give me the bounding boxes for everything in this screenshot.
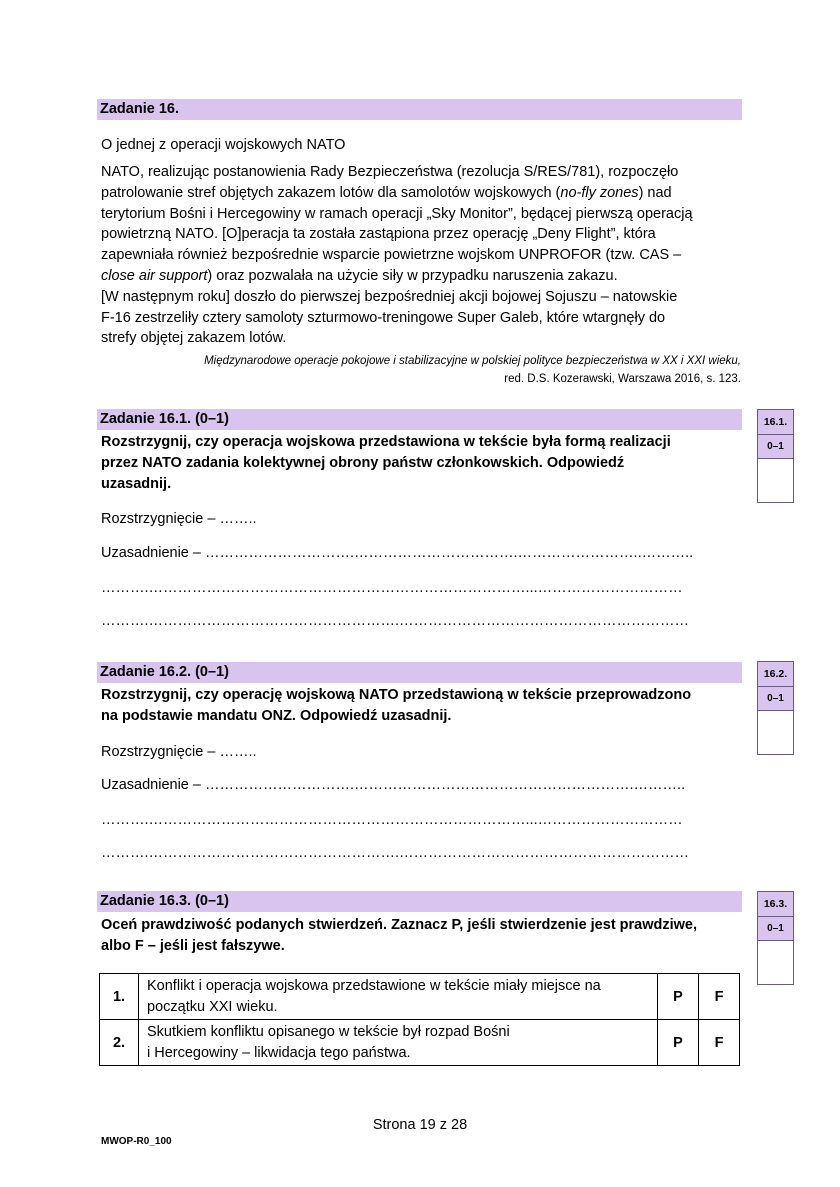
score-range: 0–1 [758,687,793,711]
task-16-2-instruction: Rozstrzygnij, czy operację wojskową NATO przedstawioną w tekście przeprowadzono na podstawie mandatu ONZ. Odpowiedź uzasadnij. [101,687,692,724]
source-text [101,162,741,349]
text-line: NATO, realizując postanowienia Rady Bezpieczeństwa (rezolucja S/RES/781), rozpoczęło [101,164,679,180]
exam-code: MWOP-R0_100 [101,1136,172,1147]
score-field[interactable] [758,459,793,502]
score-field[interactable] [758,941,793,984]
task-16-title: Zadanie 16. [100,101,179,117]
option-p[interactable]: P [658,1020,699,1066]
answer-line[interactable]: ……….……………………………………………………………………...………………………… [101,812,683,828]
score-box-16-3 [757,891,794,985]
task-16-3-instruction: Oceń prawdziwość podanych stwierdzeń. Zaznacz P, jeśli stwierdzenie jest prawdziwe, albo F – jeśli jest fałszywe. [101,917,698,954]
answer-line[interactable]: ……….…………………………………………….…………………………………………………… [101,845,690,861]
table-row [100,974,740,1020]
justification-line[interactable]: Uzasadnienie – ………………………….………………………………………………….……….. [101,777,686,793]
score-field[interactable] [758,711,793,754]
score-number: 16.2. [758,662,793,687]
citation-title: Międzynarodowe operacje pokojowe i stabilizacyjne w polskiej polityce bezpieczeństwa w XX i XXI wieku, [204,355,741,367]
text-line: powietrzną NATO. [O]peracja ta została zastąpiona przez operację „Deny Flight”, która [101,226,656,243]
source-citation [101,353,741,388]
statement-number: 1. [100,974,139,1020]
option-p[interactable]: P [658,974,699,1020]
task-16-2-title: Zadanie 16.2. (0–1) [100,664,229,680]
task-16-1-title: Zadanie 16.1. (0–1) [100,411,229,427]
text-line: zapewniała również bezpośrednie wsparcie powietrzne wojskom UNPROFOR (tzw. CAS – [101,247,682,264]
score-box-16-2 [757,661,794,755]
intro-title: O jednej z operacji wojskowych NATO [101,137,346,153]
task-16-2-header [97,662,742,683]
score-range: 0–1 [758,435,793,459]
citation-editor: red. D.S. Kozerawski, Warszawa 2016, s. 123. [504,372,741,385]
task-16-3-header [97,891,742,912]
score-number: 16.1. [758,410,793,435]
decision-line[interactable]: Rozstrzygnięcie – …….. [101,744,257,760]
score-range: 0–1 [758,917,793,941]
text-line: terytorium Bośni i Hercegowiny w ramach operacji „Sky Monitor”, będącej pierwszą operacją [101,205,693,222]
statement-text: Skutkiem konfliktu opisanego w tekście był rozpad Bośni i Hercegowiny – likwidacja tego państwa. [139,1020,658,1066]
task-16-1-header [97,409,742,430]
task-16-1-instruction: Rozstrzygnij, czy operacja wojskowa przedstawiona w tekście była formą realizacji przez NATO zadania kolektywnej obrony państw członkowskich. Odpowiedź uzasadnij. [101,434,671,492]
option-f[interactable]: F [699,1020,740,1066]
table-row [100,1020,740,1066]
statement-number: 2. [100,1020,139,1066]
true-false-table [99,973,740,1066]
text-line: strefy objętej zakazem lotów. [101,330,287,347]
page-number: Strona 19 z 28 [372,1117,468,1133]
justification-line[interactable]: Uzasadnienie – ………………………….…………………………….……………………..……….. [101,545,694,561]
score-number: 16.3. [758,892,793,917]
text-line: close air support) oraz pozwalała na użycie siły w przypadku naruszenia zakazu. [101,267,618,284]
statement-text: Konflikt i operacja wojskowa przedstawione w tekście miały miejsce na początku XXI wieku. [139,974,658,1020]
answer-line[interactable]: ……….…………………………………………….…………………………………………………… [101,613,690,629]
answer-line[interactable]: ……….……………………………………………………………………...………………………… [101,580,683,596]
text-line: [W następnym roku] doszło do pierwszej bezpośredniej akcji bojowej Sojuszu – natowskie [101,288,678,305]
task-16-header [97,99,742,120]
text-line: F-16 zestrzeliły cztery samoloty szturmowo-treningowe Super Galeb, które wtargnęły do [101,309,666,326]
task-16-3-title: Zadanie 16.3. (0–1) [100,893,229,909]
text-line: patrolowanie stref objętych zakazem lotów dla samolotów wojskowych (no-fly zones) nad [101,184,672,201]
decision-line[interactable]: Rozstrzygnięcie – …….. [101,511,257,527]
option-f[interactable]: F [699,974,740,1020]
score-box-16-1 [757,409,794,503]
